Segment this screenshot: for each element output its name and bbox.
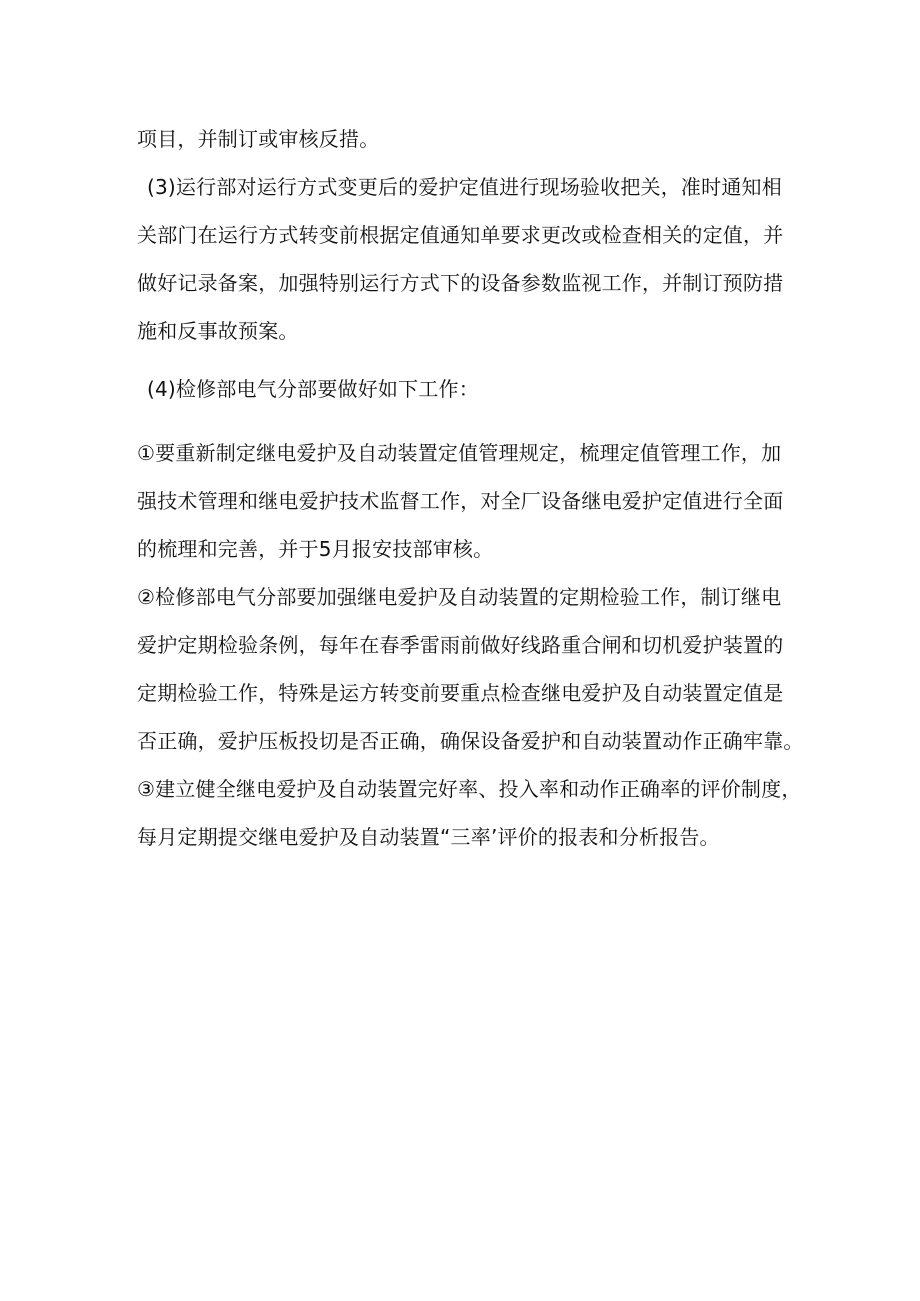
- paragraph-line: 爱护定期检验条例，每年在春季雷雨前做好线路重合闸和切机爱护装置的: [137, 633, 784, 657]
- paragraph-line: 强技术管理和继电爱护技术监督工作，对全厂设备继电爱护定值进行全面: [137, 489, 784, 513]
- paragraph-line: 施和反事故预案。: [137, 319, 299, 343]
- paragraph-line: 每月定期提交继电爱护及自动装置“三率’评价的报表和分析报告。: [137, 825, 720, 849]
- paragraph-line: 关部门在运行方式转变前根据定值通知单要求更改或检查相关的定值，并: [137, 223, 784, 247]
- paragraph-line: ②检修部电气分部要加强继电爱护及自动装置的定期检验工作，制订继电: [137, 585, 782, 609]
- paragraph-line: (3)运行部对运行方式变更后的爱护定值进行现场验收把关，准时通知相: [147, 175, 782, 199]
- paragraph-line: (4)检修部电气分部要做好如下工作：: [147, 377, 479, 401]
- paragraph-line: 做好记录备案，加强特别运行方式下的设备参数监视工作，并制订预防措: [137, 271, 784, 295]
- paragraph-line: 的梳理和完善，并于5月报安技部审核。: [137, 537, 494, 561]
- paragraph-line: 否正确，爱护压板投切是否正确，确保设备爱护和自动装置动作正确牢靠。: [137, 729, 804, 753]
- paragraph-line: 项目，并制订或审核反措。: [137, 127, 380, 151]
- paragraph-line: ③建立健全继电爱护及自动装置完好率、投入率和动作正确率的评价制度，: [137, 777, 802, 801]
- paragraph-line: 定期检验工作，特殊是运方转变前要重点检查继电爱护及自动装置定值是: [137, 681, 784, 705]
- paragraph-line: ①要重新制定继电爱护及自动装置定值管理规定，梳理定值管理工作，加: [137, 441, 782, 465]
